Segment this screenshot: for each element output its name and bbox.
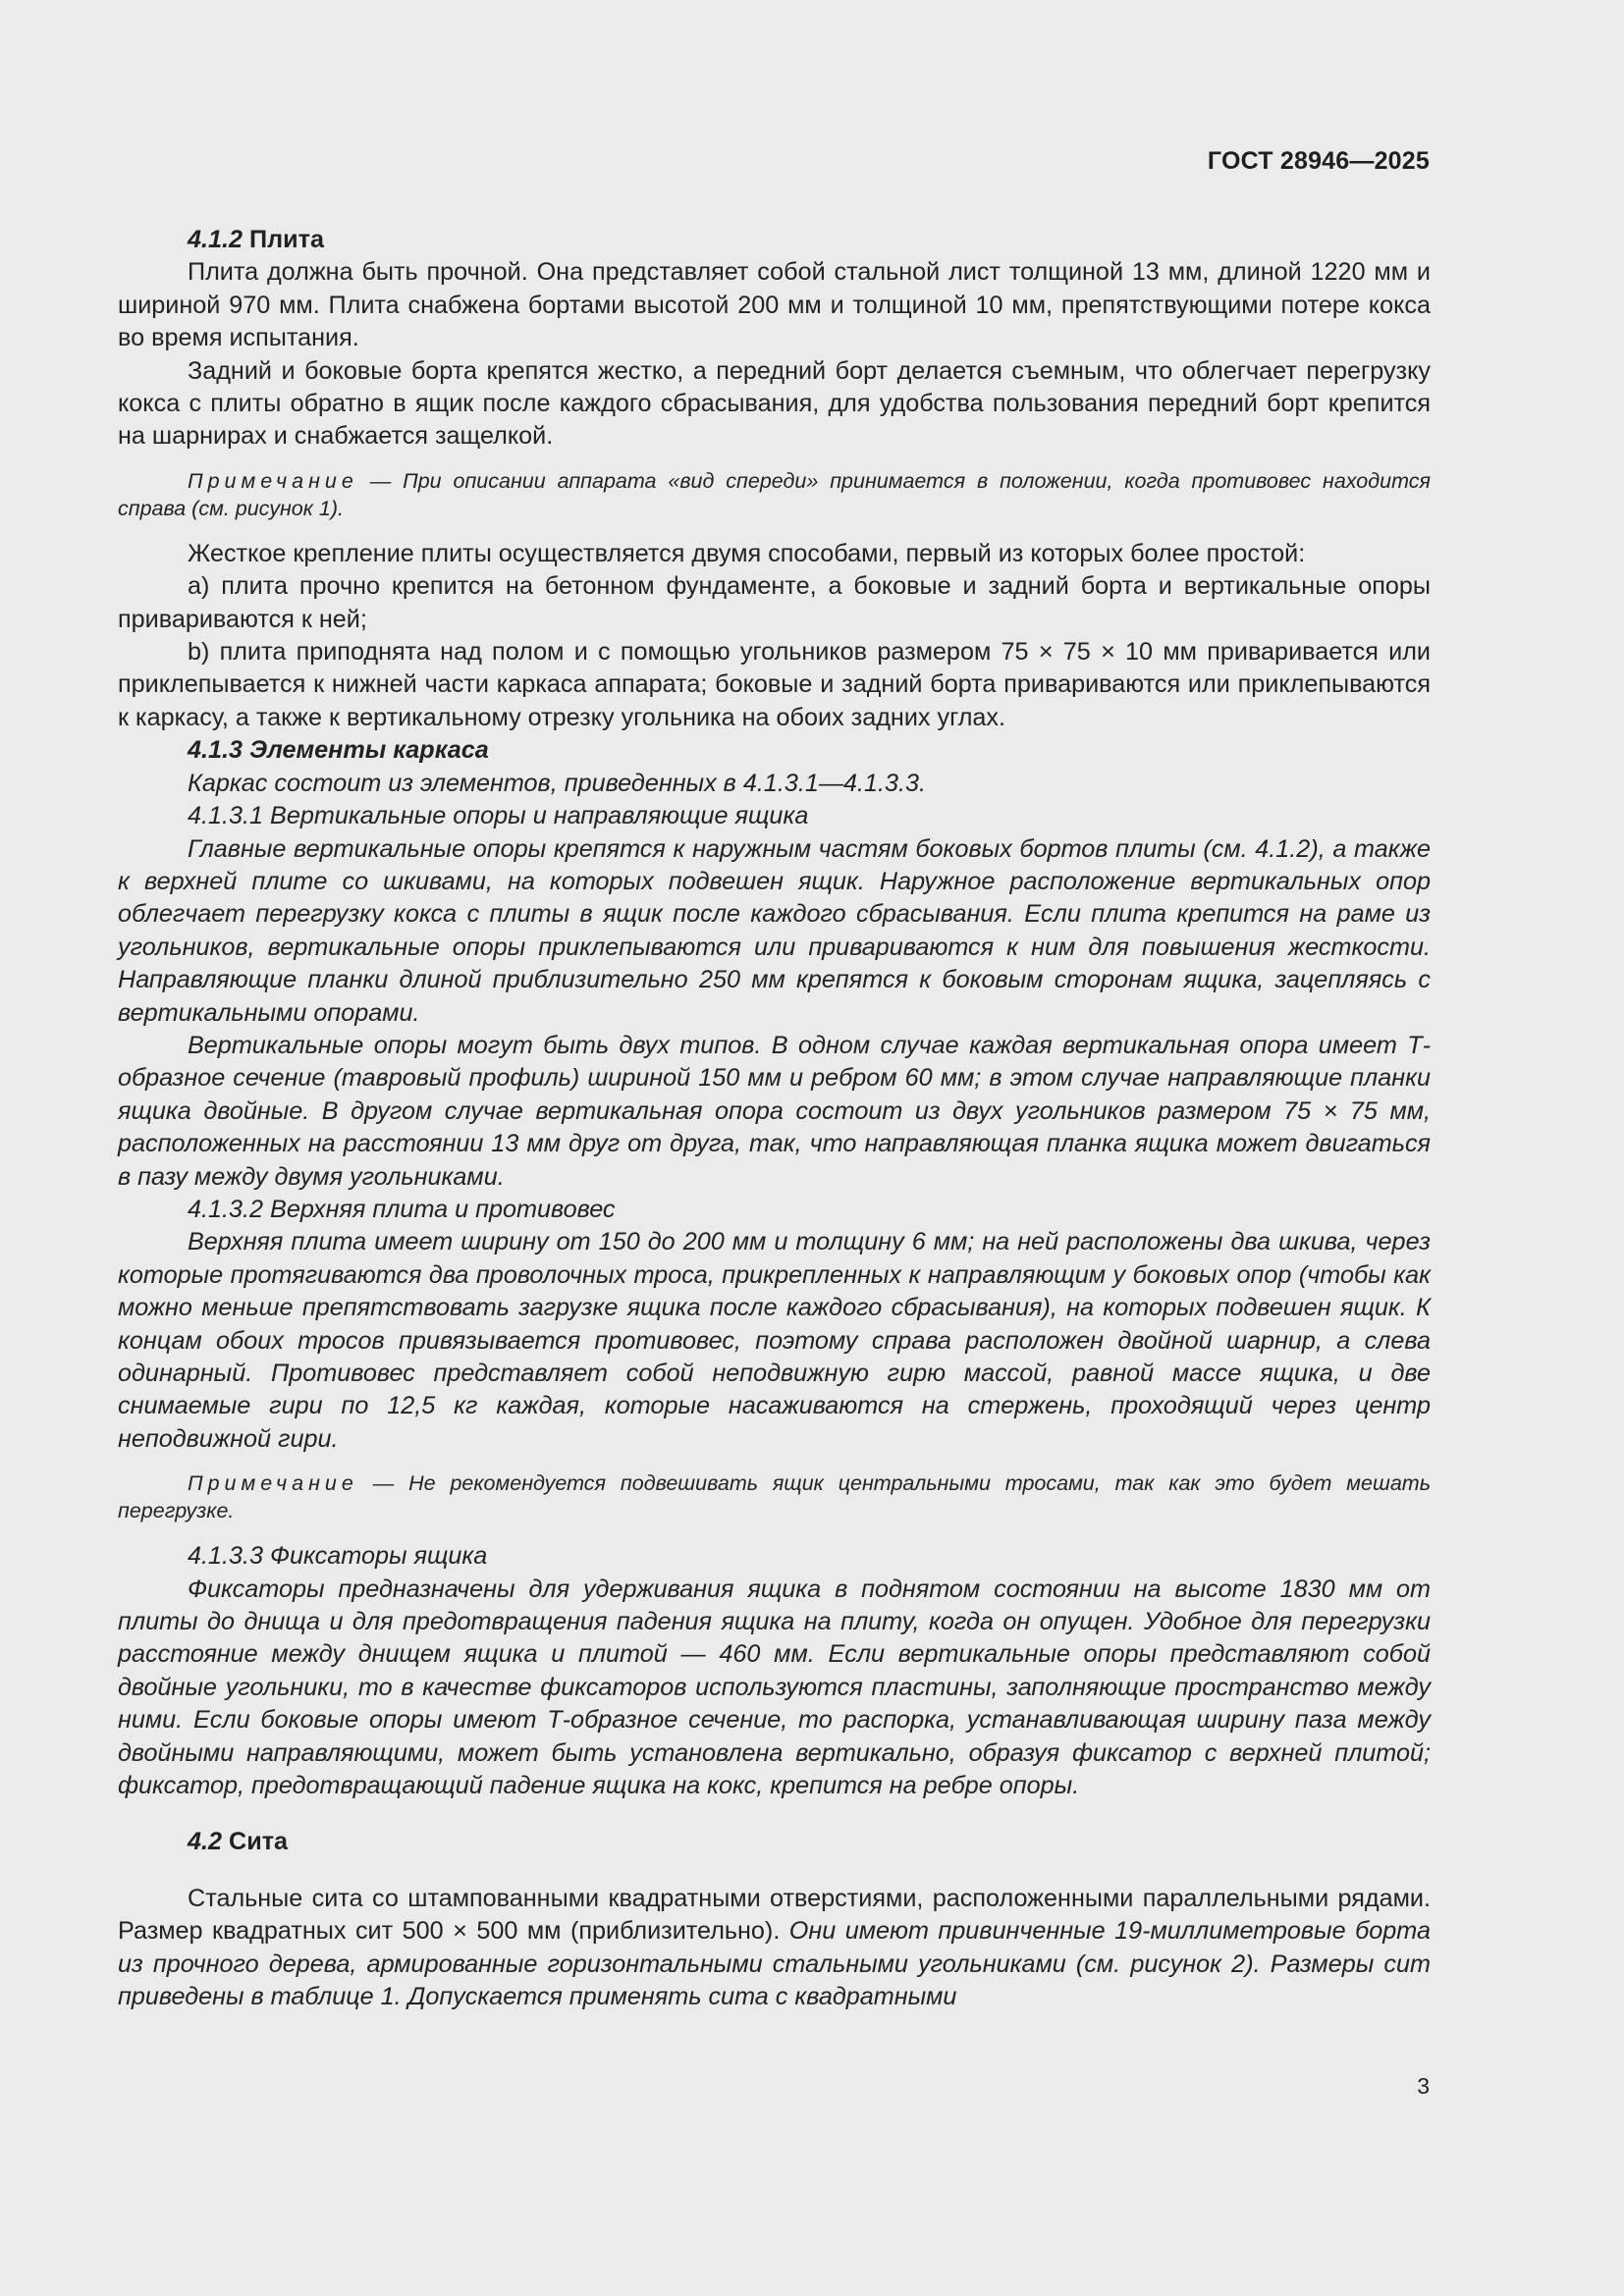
section-number: 4.1.2 [188, 226, 244, 253]
paragraph [118, 1883, 1431, 2014]
note-text: При описании аппарата «вид спереди» принимается в положении, когда противовес находится справа (см. рисунок 1). [118, 468, 1431, 520]
document-body [118, 224, 1431, 2014]
paragraph: Плита должна быть прочной. Она представляет собой стальной лист толщиной 13 мм, длиной 1220 мм и шириной 970 мм. Плита снабжена бортами высотой 200 мм и толщиной 10 мм, препятствующими потере кокса во время испытания. [118, 258, 1431, 352]
list-item-a: a) плита прочно крепится на бетонном фундаменте, а боковые и задний борта и вертикальные опоры привариваются к ней; [118, 572, 1431, 633]
section-heading-4-1-2 [118, 224, 1431, 256]
subsection-heading-4-1-3-2: 4.1.3.2 Верхняя плита и противовес [188, 1195, 616, 1223]
section-number: 4.2 [188, 1828, 223, 1856]
note-text: Не рекомендуется подвешивать ящик центральными тросами, так как это будет мешать перегрузке. [118, 1471, 1431, 1523]
subsection-heading-4-1-3-3: 4.1.3.3 Фиксаторы ящика [188, 1542, 488, 1571]
paragraph: Верхняя плита имеет ширину от 150 до 200 мм и толщину 6 мм; на ней расположены два шкива, через которые протягиваются два проволочных троса, прикрепленных к направляющим у боковых опор (чтобы как можно меньше препятствовать загрузке ящика после каждого сбрасывания), на которых подвешен ящик. К концам обоих тросов привязывается противовес, поэтому справа расположен двойной шарнир, а слева одинарный. Противовес представляет собой неподвижную гирю массой, равной массе ящика, и две снимаемые гири по 12,5 кг каждая, которые насаживаются на стержень, проходящий через центр неподвижной гири. [118, 1228, 1431, 1453]
paragraph: Жесткое крепление плиты осуществляется двумя способами, первый из которых более простой: [188, 539, 1306, 567]
note-dash: — [357, 468, 404, 493]
paragraph: Задний и боковые борта крепятся жестко, а передний борт делается съемным, что облегчает перегрузку кокса с плиты обратно в ящик после каждого сбрасывания, для удобства пользования передний борт крепится на шарнирах и снабжается защелкой. [118, 356, 1431, 451]
note [118, 467, 1431, 522]
list-item-b: b) плита приподнята над полом и с помощью угольников размером 75 × 75 × 10 мм приваривается или приклепывается к нижней части каркаса аппарата; боковые и задний борта привариваются или приклепываются к каркасу, а также к вертикальному отрезку угольника на обоих задних углах. [118, 638, 1431, 731]
paragraph: Вертикальные опоры могут быть двух типов. В одном случае каждая вертикальная опора имеет Т-образное сечение (тавровый профиль) шириной 150 мм и ребром 60 мм; в этом случае направляющие планки ящика двойные. В другом случае вертикальная опора состоит из двух угольников размером 75 × 75 мм, расположенных на расстоянии 13 мм друг от друга, так, что направляющая планка ящика может двигаться в пазу между двумя угольниками. [118, 1031, 1431, 1191]
section-heading-4-1-3: 4.1.3 Элементы каркаса [188, 736, 489, 765]
subsection-heading-4-1-3-1: 4.1.3.1 Вертикальные опоры и направляющие ящика [188, 802, 809, 830]
section-title: Сита [229, 1828, 289, 1856]
paragraph-italic-part: Они имеют привинченные 19-миллиметровые борта из прочного дерева, армированные горизонтальными стальными угольниками (см. рисунок 2). Размеры сит приведены в таблице 1. Допускается применять сита с квадратными [118, 1917, 1431, 2011]
paragraph: Главные вертикальные опоры крепятся к наружным частям боковых бортов плиты (см. 4.1.2), а также к верхней плите со шкивами, на которых подвешен ящик. Наружное расположение вертикальных опор облегчает перегрузку кокса с плиты в ящик после каждого сбрасывания. Если плита крепится на раме из угольников, вертикальные опоры приклепываются или привариваются к ним для повышения жесткости. Направляющие планки длиной приблизительно 250 мм крепятся к боковым сторонам ящика, зацепляясь с вертикальными опорами. [118, 834, 1431, 1027]
section-heading-4-2 [118, 1826, 1431, 1858]
paragraph: Фиксаторы предназначены для удерживания ящика в поднятом состоянии на высоте 1830 мм от плиты до днища и для предотвращения падения ящика на плиту, когда он опущен. Удобное для перегрузки расстояние между днищем ящика и плитой — 460 мм. Если вертикальные опоры представляют собой двойные угольники, то в качестве фиксаторов используются пластины, заполняющие пространство между ними. Если боковые опоры имеют Т-образное сечение, то распорка, устанавливающая ширину паза между двойными направляющими, может быть установлена вертикально, образуя фиксатор с верхней плитой; фиксатор, предотвращающий падение ящика на кокс, крепится на ребре опоры. [118, 1575, 1431, 1800]
note [118, 1469, 1431, 1524]
document-code-header: ГОСТ 28946—2025 [1207, 147, 1430, 175]
paragraph: Каркас состоит из элементов, приведенных в 4.1.3.1—4.1.3.3. [188, 769, 927, 797]
note-dash: — [357, 1471, 409, 1496]
note-label: Примечание [188, 1471, 358, 1496]
note-label: Примечание [188, 468, 358, 493]
paragraph-upright-part: Стальные сита со штампованными квадратными отверстиями, расположенными параллельными рядами. Размер квадратных сит 500 × 500 мм (приблизительно). [118, 1884, 1431, 1946]
section-title: Плита [249, 226, 324, 253]
page-number: 3 [1417, 2073, 1430, 2099]
